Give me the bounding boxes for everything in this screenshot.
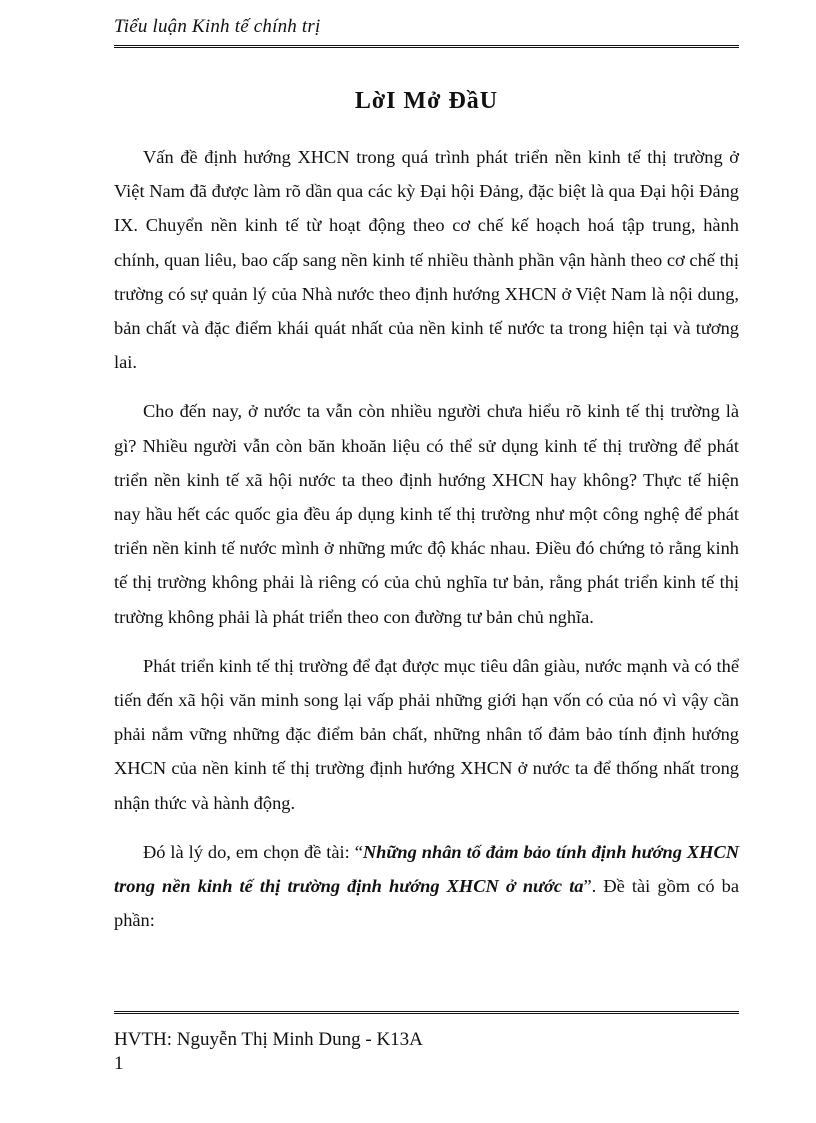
footer-author: HVTH: Nguyễn Thị Minh Dung - K13A	[114, 1029, 423, 1050]
topic-outro: ”. Đề tài gồm có ba phần:	[114, 876, 739, 931]
paragraph: Cho đến nay, ở nước ta vẫn còn nhiều người chưa hiểu rõ kinh tế thị trường là gì? Nhiều người vẫn còn băn khoăn liệu có thể sử dụng kinh tế thị trường để phát triển nền kinh tế xã hội nước ta theo định hướng XHCN hay không? Thực tế hiện nay hầu hết các quốc gia đều áp dụng kinh tế thị trường như một công nghệ để phát triển nền kinh tế nước mình ở những mức độ khác nhau. Điều đó chứng tỏ rằng kinh tế thị trường không phải là riêng có của chủ nghĩa tư bản, rằng phát triển kinh tế thị trường không phải là phát triển theo con đường tư bản chủ nghĩa.	[114, 401, 739, 627]
page-title: LờI Mở ĐầU	[354, 88, 499, 114]
paragraph: Phát triển kinh tế thị trường để đạt được mục tiêu dân giàu, nước mạnh và có thể tiến đến xã hội văn minh song lại vấp phải những giới hạn vốn có của nó vì vậy cần phải nắm vững những đặc điểm bản chất, những nhân tố đảm bảo tính định hướng XHCN của nền kinh tế thị trường định hướng XHCN ở nước ta để thống nhất trong nhận thức và hành động.	[114, 655, 739, 813]
paragraph-topic	[114, 835, 739, 938]
running-header-title: Tiểu luận Kinh tế chính trị	[114, 16, 321, 37]
topic-title: Những nhân tố đảm bảo tính định hướng XHCN trong nền kinh tế thị trường định hướng XHCN ở nước ta	[114, 841, 739, 897]
header-double-rule	[114, 45, 739, 48]
page-number: 1	[114, 1053, 124, 1074]
footer-double-rule	[114, 1011, 739, 1014]
document-body	[114, 140, 739, 952]
topic-intro: Đó là lý do, em chọn đề tài: “	[143, 841, 363, 862]
paragraph: Vấn đề định hướng XHCN trong quá trình phát triển nền kinh tế thị trường ở Việt Nam đã được làm rõ dần qua các kỳ Đại hội Đảng, đặc biệt là qua Đại hội Đảng IX. Chuyển nền kinh tế từ hoạt động theo cơ chế kế hoạch hoá tập trung, hành chính, quan liêu, bao cấp sang nền kinh tế nhiều thành phần vận hành theo cơ chế thị trường có sự quản lý của Nhà nước theo định hướng XHCN ở Việt Nam là nội dung, bản chất và đặc điểm khái quát nhất của nền kinh tế nước ta trong hiện tại và tương lai.	[114, 147, 739, 373]
